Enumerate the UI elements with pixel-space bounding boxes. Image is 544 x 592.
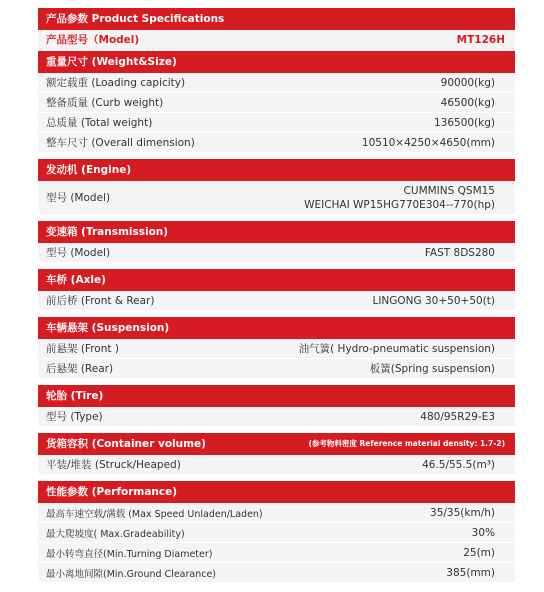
row-value: 385(mm) bbox=[446, 566, 495, 579]
row-value: 480/95R29-E3 bbox=[420, 410, 495, 423]
row-value: 板簧(Spring suspension) bbox=[369, 362, 495, 375]
section-engine-title: 发动机 (Engine) bbox=[46, 164, 132, 176]
table-row bbox=[38, 181, 515, 215]
table-row bbox=[38, 503, 515, 523]
spec-header bbox=[38, 8, 515, 30]
row-label: 型号 (Model) bbox=[46, 247, 111, 259]
row-value: 35/35(km/h) bbox=[430, 506, 495, 519]
row-label: 前后桥 (Front & Rear) bbox=[46, 295, 155, 307]
section-transmission-header bbox=[38, 221, 515, 243]
row-label: 后悬架 (Rear) bbox=[46, 363, 114, 375]
spec-header-title: 产品参数 Product Specifications bbox=[46, 13, 225, 25]
row-label: 型号 (Type) bbox=[46, 411, 103, 423]
row-value-line2: WEICHAI WP15HG770E304--770(hp) bbox=[304, 198, 495, 211]
section-axle-title: 车桥 (Axle) bbox=[46, 274, 106, 286]
model-value: MT126H bbox=[456, 34, 505, 46]
row-label: 前悬架 (Front ) bbox=[46, 343, 119, 355]
row-value: 46.5/55.5(m³) bbox=[422, 458, 495, 471]
section-performance-header bbox=[38, 481, 515, 503]
table-row bbox=[38, 73, 515, 93]
row-label: 平装/堆装 (Struck/Heaped) bbox=[46, 459, 181, 471]
model-label: 产品型号（Model) bbox=[46, 34, 140, 46]
section-performance-title: 性能参数 (Performance) bbox=[46, 486, 178, 498]
row-value: 46500(kg) bbox=[440, 96, 495, 109]
section-engine-header bbox=[38, 159, 515, 181]
row-value: 油气簧( Hydro-pneumatic suspension) bbox=[298, 342, 495, 355]
table-row bbox=[38, 291, 515, 311]
row-value-line1: CUMMINS QSM15 bbox=[403, 184, 495, 197]
row-value: 90000(kg) bbox=[440, 76, 495, 89]
row-label: 额定载重 (Loading capicity) bbox=[46, 77, 186, 89]
table-row bbox=[38, 543, 515, 563]
table-row bbox=[38, 563, 515, 583]
table-row bbox=[38, 359, 515, 379]
table-row bbox=[38, 339, 515, 359]
row-label: 型号 (Model) bbox=[46, 192, 111, 204]
section-axle-header bbox=[38, 269, 515, 291]
table-row bbox=[38, 243, 515, 263]
row-label: 整车尺寸 (Overall dimension) bbox=[46, 137, 195, 149]
spec-sheet bbox=[38, 8, 515, 583]
row-value: 30% bbox=[471, 526, 495, 539]
row-value: 10510×4250×4650(mm) bbox=[361, 136, 495, 149]
row-label: 整备质量 (Curb weight) bbox=[46, 97, 164, 109]
table-row bbox=[38, 93, 515, 113]
model-row bbox=[38, 30, 515, 51]
section-tire-title: 轮胎 (Tire) bbox=[46, 390, 104, 402]
section-weight-header bbox=[38, 51, 515, 73]
table-row bbox=[38, 523, 515, 543]
row-label: 总质量 (Total weight) bbox=[46, 117, 153, 129]
section-suspension-header bbox=[38, 317, 515, 339]
row-value: 136500(kg) bbox=[433, 116, 495, 129]
table-row bbox=[38, 407, 515, 427]
row-label: 最小离地间隙(Min.Ground Clearance) bbox=[46, 568, 217, 580]
container-density-note: (参考物料密度 Reference material density: 1.7-2) bbox=[308, 439, 505, 448]
table-row bbox=[38, 455, 515, 475]
section-transmission-title: 变速箱 (Transmission) bbox=[46, 226, 169, 238]
section-weight-title: 重量尺寸 (Weight&Size) bbox=[46, 56, 177, 68]
section-container-header bbox=[38, 433, 515, 455]
row-value bbox=[304, 184, 495, 212]
row-label: 最小转弯直径(Min.Turning Diameter) bbox=[46, 548, 213, 560]
row-label: 最高车速空载/满载 (Max Speed Unladen/Laden) bbox=[46, 508, 263, 520]
row-value: FAST 8DS280 bbox=[424, 246, 495, 259]
row-value: 25(m) bbox=[463, 546, 495, 559]
section-container-title: 货箱容积 (Container volume) bbox=[46, 438, 206, 450]
row-value: LINGONG 30+50+50(t) bbox=[372, 294, 495, 307]
table-row bbox=[38, 113, 515, 133]
section-tire-header bbox=[38, 385, 515, 407]
section-suspension-title: 车辆悬架 (Suspension) bbox=[46, 322, 170, 334]
table-row bbox=[38, 133, 515, 153]
row-label: 最大爬坡度( Max.Gradeability) bbox=[46, 528, 185, 540]
